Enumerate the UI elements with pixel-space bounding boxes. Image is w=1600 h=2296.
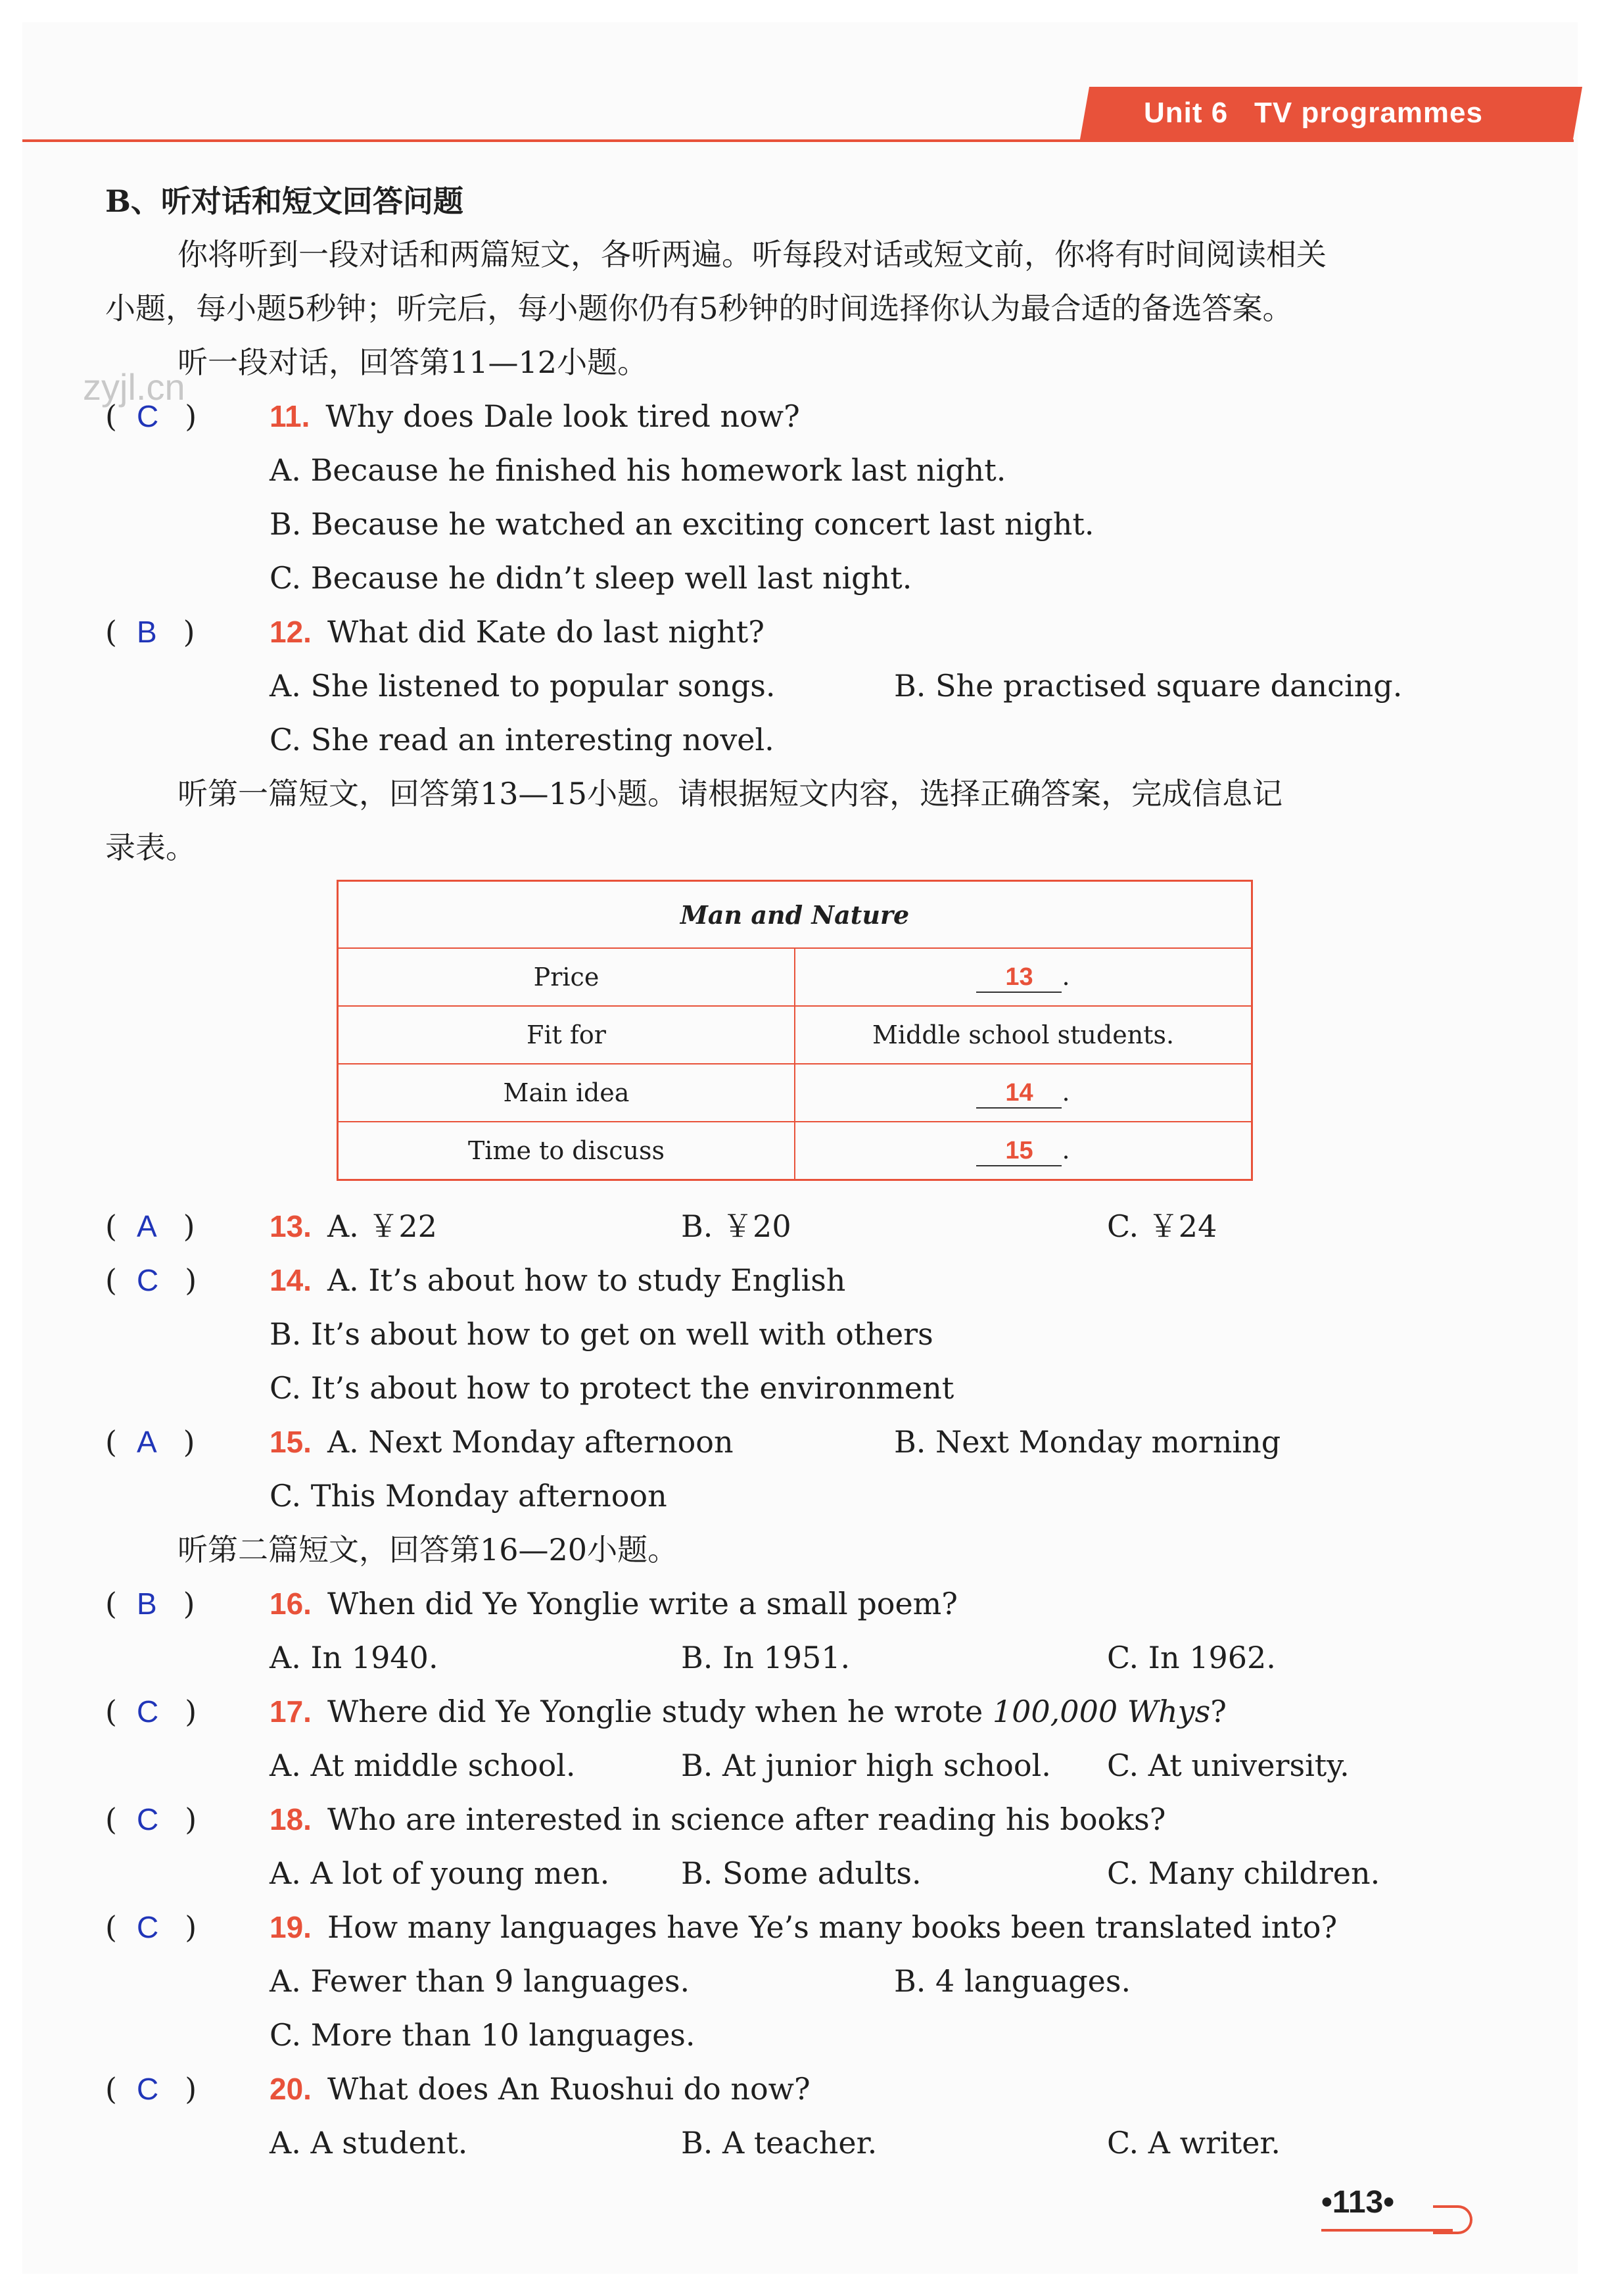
table-row — [338, 948, 1252, 1006]
question-text: What does An Ruoshui do now? — [327, 2071, 811, 2107]
question-text: Who are interested in science after reading his books? — [327, 1802, 1166, 1837]
blank-15: 15 — [976, 1137, 1062, 1166]
question-text: Why does Dale look tired now? — [325, 398, 800, 434]
question-number: 19. — [270, 1910, 312, 1944]
question-number: 18. — [270, 1802, 312, 1836]
option-12b: B. She practised square dancing. — [894, 668, 1403, 704]
table-row — [338, 1006, 1252, 1064]
question-text: What did Kate do last night? — [327, 614, 765, 650]
option-13a: A. ￥22 — [327, 1208, 437, 1244]
question-number: 15. — [270, 1425, 312, 1459]
option-13c: C. ￥24 — [1107, 1208, 1217, 1244]
option-19c: C. More than 10 languages. — [270, 2017, 695, 2053]
answer-20: C — [136, 2072, 159, 2106]
instructions-line-1: 你将听到一段对话和两篇短文，各听两遍。听每段对话或短文前，你将有时间阅读相关 — [177, 237, 1327, 272]
info-table — [337, 880, 1253, 1181]
option-16a: A. In 1940. — [270, 1640, 438, 1675]
answer-15: A — [136, 1425, 157, 1459]
passage1-intro-line-2: 录表。 — [105, 830, 196, 865]
answer-18: C — [136, 1802, 159, 1836]
question-text: Where did Ye Yonglie study when he wrote — [327, 1694, 983, 1729]
unit-banner — [1080, 87, 1582, 139]
option-14b: B. It’s about how to get on well with others — [270, 1316, 933, 1352]
answer-17: C — [136, 1694, 159, 1729]
question-11: ( C ) 11. Why does Dale look tired now? — [105, 398, 800, 434]
option-17b: B. At junior high school. — [681, 1748, 1051, 1783]
question-13: ( A ) 13. A. ￥22 — [105, 1208, 437, 1244]
option-18b: B. Some adults. — [681, 1855, 922, 1891]
question-17: ( C ) 17. Where did Ye Yonglie study when he wrote 100,000 Whys? — [105, 1694, 1227, 1729]
option-19a: A. Fewer than 9 languages. — [270, 1963, 690, 1999]
watermark: zyjl.cn — [83, 366, 185, 408]
option-18a: A. A lot of young men. — [270, 1855, 610, 1891]
option-20b: B. A teacher. — [681, 2125, 878, 2161]
table-label: Price — [338, 948, 795, 1006]
option-15a: A. Next Monday afternoon — [327, 1424, 734, 1460]
question-15: ( A ) 15. A. Next Monday afternoon — [105, 1424, 734, 1460]
option-17c: C. At university. — [1107, 1748, 1350, 1783]
question-12: ( B ) 12. What did Kate do last night? — [105, 614, 765, 650]
table-label: Main idea — [338, 1064, 795, 1122]
header-divider — [22, 139, 1574, 142]
book-title: 100,000 Whys — [992, 1694, 1211, 1729]
table-row — [338, 1122, 1252, 1180]
instructions-line-2: 小题，每小题5秒钟；听完后，每小题你仍有5秒钟的时间选择你认为最合适的备选答案。 — [105, 291, 1293, 326]
table-row — [338, 1064, 1252, 1122]
answer-14: C — [136, 1263, 159, 1297]
passage1-intro-line-1: 听第一篇短文，回答第13—15小题。请根据短文内容，选择正确答案，完成信息记 — [177, 776, 1283, 811]
option-11c: C. Because he didn’t sleep well last night. — [270, 560, 912, 596]
table-value: 14 . — [795, 1064, 1252, 1122]
question-14: ( C ) 14. A. It’s about how to study English — [105, 1262, 846, 1298]
question-18: ( C ) 18. Who are interested in science after reading his books? — [105, 1802, 1166, 1837]
question-number: 20. — [270, 2072, 312, 2106]
unit-topic: TV programmes — [1254, 97, 1484, 129]
answer-13: A — [136, 1209, 157, 1243]
option-20c: C. A writer. — [1107, 2125, 1281, 2161]
dialogue-intro: 听一段对话，回答第11—12小题。 — [177, 345, 648, 380]
table-title: Man and Nature — [338, 881, 1252, 949]
table-value: 15 . — [795, 1122, 1252, 1180]
question-text: How many languages have Ye’s many books been translated into? — [327, 1909, 1338, 1945]
answer-16: B — [136, 1587, 157, 1621]
question-number: 16. — [270, 1587, 312, 1621]
blank-13: 13 — [976, 963, 1062, 993]
question-19: ( C ) 19. How many languages have Ye’s many books been translated into? — [105, 1909, 1338, 1945]
section-title: B、听对话和短文回答问题 — [105, 183, 463, 219]
option-14a: A. It’s about how to study English — [327, 1262, 846, 1298]
passage2-intro: 听第二篇短文，回答第16—20小题。 — [177, 1532, 678, 1567]
option-17a: A. At middle school. — [270, 1748, 576, 1783]
option-15c: C. This Monday afternoon — [270, 1478, 667, 1514]
option-11a: A. Because he finished his homework last night. — [270, 452, 1006, 488]
blank-14: 14 — [976, 1079, 1062, 1109]
answer-19: C — [136, 1910, 159, 1944]
answer-12: B — [136, 615, 157, 649]
page-number: •113• — [1321, 2185, 1395, 2220]
question-20: ( C ) 20. What does An Ruoshui do now? — [105, 2071, 811, 2107]
table-value: Middle school students. — [795, 1006, 1252, 1064]
question-number: 14. — [270, 1263, 312, 1297]
option-19b: B. 4 languages. — [894, 1963, 1131, 1999]
question-number: 17. — [270, 1694, 312, 1729]
table-label: Fit for — [338, 1006, 795, 1064]
option-11b: B. Because he watched an exciting concert last night. — [270, 506, 1094, 542]
question-16: ( B ) 16. When did Ye Yonglie write a small poem? — [105, 1586, 958, 1621]
unit-label: Unit 6 — [1144, 97, 1229, 129]
question-number: 13. — [270, 1209, 312, 1243]
table-value: 13 . — [795, 948, 1252, 1006]
option-13b: B. ￥20 — [681, 1208, 791, 1244]
option-16c: C. In 1962. — [1107, 1640, 1276, 1675]
option-12c: C. She read an interesting novel. — [270, 722, 774, 757]
option-18c: C. Many children. — [1107, 1855, 1380, 1891]
option-15b: B. Next Monday morning — [894, 1424, 1281, 1460]
answer-11: C — [136, 399, 159, 433]
table-label: Time to discuss — [338, 1122, 795, 1180]
question-number: 11. — [270, 399, 310, 433]
question-number: 12. — [270, 615, 312, 649]
option-14c: C. It’s about how to protect the environment — [270, 1370, 954, 1406]
option-12a: A. She listened to popular songs. — [270, 668, 776, 704]
question-text: When did Ye Yonglie write a small poem? — [327, 1586, 958, 1621]
option-20a: A. A student. — [270, 2125, 468, 2161]
option-16b: B. In 1951. — [681, 1640, 851, 1675]
page-number-hook — [1433, 2205, 1472, 2234]
